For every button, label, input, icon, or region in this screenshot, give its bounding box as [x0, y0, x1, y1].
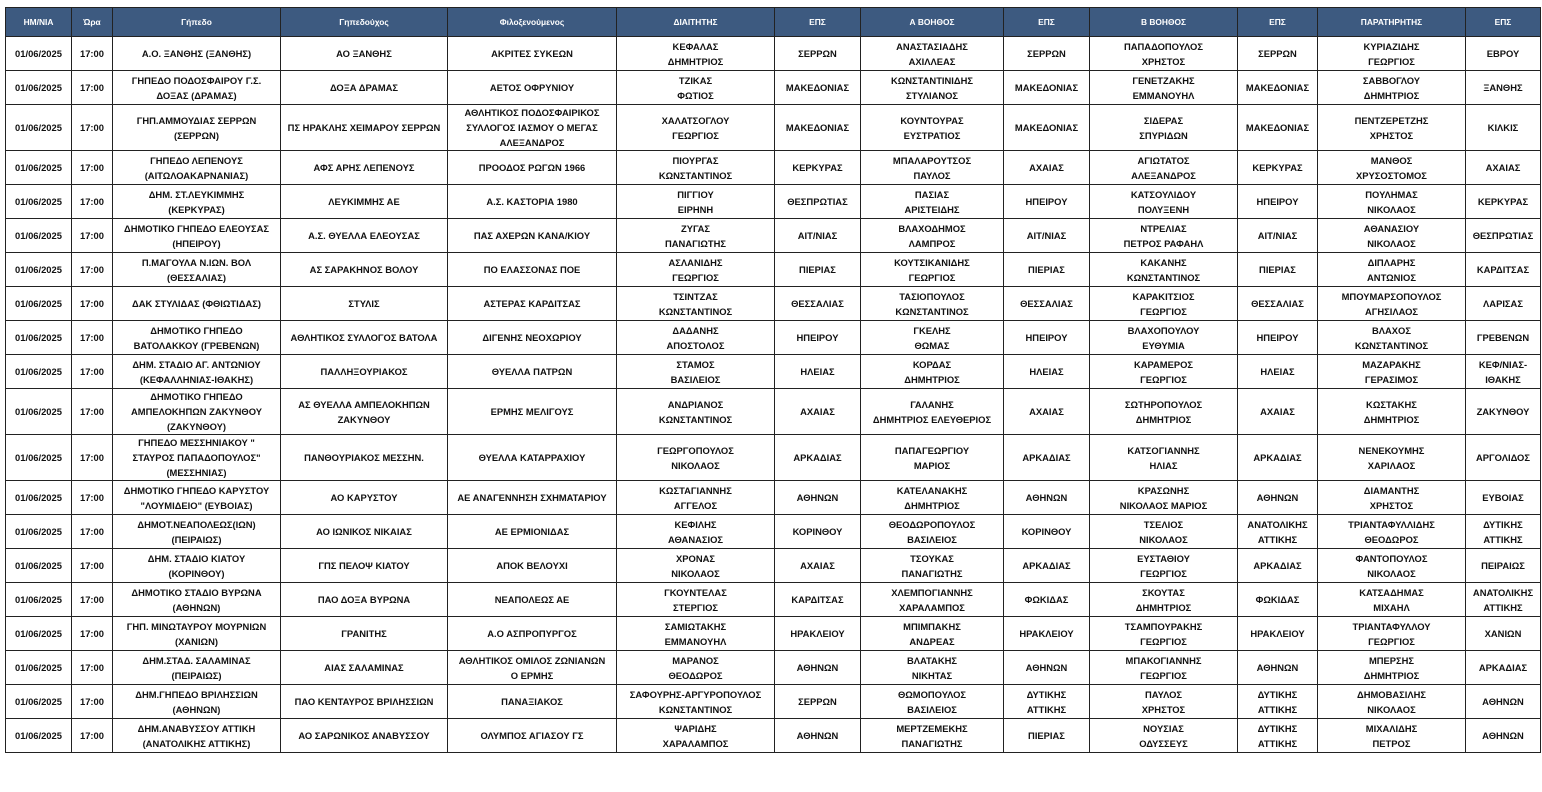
cell-stadium: ΓΗΠ. ΜΙΝΩΤΑΥΡΟΥ ΜΟΥΡΝΙΩΝ (ΧΑΝΙΩΝ)	[113, 617, 281, 651]
cell-referee: ΓΚΟΥΝΤΕΛΑΣ ΣΤΕΡΓΙΟΣ	[617, 583, 775, 617]
cell-assistant-a-union: ΚΟΡΙΝΘΟΥ	[1004, 515, 1090, 549]
cell-date: 01/06/2025	[6, 37, 72, 71]
cell-date: 01/06/2025	[6, 71, 72, 105]
cell-observer-union: ΚΙΛΚΙΣ	[1466, 105, 1541, 151]
cell-away-team: ΑΕΤΟΣ ΟΦΡΥΝΙΟΥ	[448, 71, 617, 105]
cell-away-team: ΑΣΤΕΡΑΣ ΚΑΡΔΙΤΣΑΣ	[448, 287, 617, 321]
cell-time: 17:00	[72, 105, 113, 151]
cell-observer: ΔΗΜΟΒΑΣΙΛΗΣ ΝΙΚΟΛΑΟΣ	[1318, 685, 1466, 719]
cell-referee: ΓΕΩΡΓΟΠΟΥΛΟΣ ΝΙΚΟΛΑΟΣ	[617, 435, 775, 481]
table-row	[6, 389, 1541, 435]
cell-observer-union: ΖΑΚΥΝΘΟΥ	[1466, 389, 1541, 435]
cell-observer: ΚΥΡΙΑΖΙΔΗΣ ΓΕΩΡΓΙΟΣ	[1318, 37, 1466, 71]
cell-home-team: ΑΟ ΚΑΡΥΣΤΟΥ	[281, 481, 448, 515]
cell-assistant-a-union: ΗΠΕΙΡΟΥ	[1004, 185, 1090, 219]
cell-observer: ΑΘΑΝΑΣΙΟΥ ΝΙΚΟΛΑΟΣ	[1318, 219, 1466, 253]
cell-observer: ΠΕΝΤΖΕΡΕΤΖΗΣ ΧΡΗΣΤΟΣ	[1318, 105, 1466, 151]
cell-referee: ΔΑΔΑΝΗΣ ΑΠΟΣΤΟΛΟΣ	[617, 321, 775, 355]
cell-referee-union: ΑΧΑΙΑΣ	[775, 549, 861, 583]
cell-referee-union: ΗΛΕΙΑΣ	[775, 355, 861, 389]
column-header-assistant-a-union: ΕΠΣ	[1004, 8, 1090, 37]
cell-home-team: ΓΠΣ ΠΕΛΟΨ ΚΙΑΤΟΥ	[281, 549, 448, 583]
cell-home-team: ΛΕΥΚΙΜΜΗΣ ΑΕ	[281, 185, 448, 219]
cell-time: 17:00	[72, 481, 113, 515]
cell-assistant-a: ΑΝΑΣΤΑΣΙΑΔΗΣ ΑΧΙΛΛΕΑΣ	[861, 37, 1004, 71]
cell-referee: ΚΕΦΙΛΗΣ ΑΘΑΝΑΣΙΟΣ	[617, 515, 775, 549]
cell-away-team: ΠΡΟΟΔΟΣ ΡΩΓΩΝ 1966	[448, 151, 617, 185]
cell-referee: ΚΕΦΑΛΑΣ ΔΗΜΗΤΡΙΟΣ	[617, 37, 775, 71]
cell-home-team: ΓΡΑΝΙΤΗΣ	[281, 617, 448, 651]
cell-observer: ΔΙΠΛΑΡΗΣ ΑΝΤΩΝΙΟΣ	[1318, 253, 1466, 287]
cell-observer-union: ΠΕΙΡΑΙΩΣ	[1466, 549, 1541, 583]
cell-date: 01/06/2025	[6, 151, 72, 185]
cell-assistant-a-union: ΑΡΚΑΔΙΑΣ	[1004, 435, 1090, 481]
cell-observer-union: ΧΑΝΙΩΝ	[1466, 617, 1541, 651]
cell-assistant-a-union: ΜΑΚΕΔΟΝΙΑΣ	[1004, 105, 1090, 151]
cell-assistant-b: ΚΡΑΣΩΝΗΣ ΝΙΚΟΛΑΟΣ ΜΑΡΙΟΣ	[1090, 481, 1238, 515]
cell-observer-union: ΔΥΤΙΚΗΣ ΑΤΤΙΚΗΣ	[1466, 515, 1541, 549]
cell-date: 01/06/2025	[6, 253, 72, 287]
table-row	[6, 651, 1541, 685]
table-row	[6, 105, 1541, 151]
column-header-assistant-b: Β ΒΟΗΘΟΣ	[1090, 8, 1238, 37]
cell-observer-union: ΑΧΑΙΑΣ	[1466, 151, 1541, 185]
cell-date: 01/06/2025	[6, 389, 72, 435]
cell-home-team: Α.Σ. ΘΥΕΛΛΑ ΕΛΕΟΥΣΑΣ	[281, 219, 448, 253]
cell-time: 17:00	[72, 515, 113, 549]
cell-assistant-b: ΕΥΣΤΑΘΙΟΥ ΓΕΩΡΓΙΟΣ	[1090, 549, 1238, 583]
cell-assistant-b: ΤΣΑΜΠΟΥΡΑΚΗΣ ΓΕΩΡΓΙΟΣ	[1090, 617, 1238, 651]
cell-stadium: ΓΗΠΕΔΟ ΜΕΣΣΗΝΙΑΚΟΥ " ΣΤΑΥΡΟΣ ΠΑΠΑΔΟΠΟΥΛΟΣ" (ΜΕΣΣΗΝΙΑΣ)	[113, 435, 281, 481]
cell-away-team: ΠΟ ΕΛΑΣΣΟΝΑΣ ΠΟΕ	[448, 253, 617, 287]
table-row	[6, 185, 1541, 219]
cell-away-team: ΑΘΛΗΤΙΚΟΣ ΠΟΔΟΣΦΑΙΡΙΚΟΣ ΣΥΛΛΟΓΟΣ ΙΑΣΜΟΥ Ο ΜΕΓΑΣ ΑΛΕΞΑΝΔΡΟΣ	[448, 105, 617, 151]
cell-assistant-a-union: ΜΑΚΕΔΟΝΙΑΣ	[1004, 71, 1090, 105]
cell-away-team: Α.Ο ΑΣΠΡΟΠΥΡΓΟΣ	[448, 617, 617, 651]
cell-observer: ΜΑΝΘΟΣ ΧΡΥΣΟΣΤΟΜΟΣ	[1318, 151, 1466, 185]
cell-assistant-a: ΚΟΥΤΣΙΚΑΝΙΔΗΣ ΓΕΩΡΓΙΟΣ	[861, 253, 1004, 287]
cell-assistant-a: ΚΑΤΕΛΑΝΑΚΗΣ ΔΗΜΗΤΡΙΟΣ	[861, 481, 1004, 515]
cell-referee: ΚΩΣΤΑΓΙΑΝΝΗΣ ΑΓΓΕΛΟΣ	[617, 481, 775, 515]
cell-home-team: ΠΑΟ ΔΟΞΑ ΒΥΡΩΝΑ	[281, 583, 448, 617]
cell-time: 17:00	[72, 583, 113, 617]
cell-away-team: ΑΕ ΕΡΜΙΟΝΙΔΑΣ	[448, 515, 617, 549]
cell-stadium: ΓΗΠ.ΑΜΜΟΥΔΙΑΣ ΣΕΡΡΩΝ (ΣΕΡΡΩΝ)	[113, 105, 281, 151]
cell-away-team: ΑΕ ΑΝΑΓΕΝΝΗΣΗ ΣΧΗΜΑΤΑΡΙΟΥ	[448, 481, 617, 515]
cell-date: 01/06/2025	[6, 355, 72, 389]
cell-observer-union: ΚΑΡΔΙΤΣΑΣ	[1466, 253, 1541, 287]
column-header-time: Ώρα	[72, 8, 113, 37]
cell-observer: ΜΠΟΥΜΑΡΣΟΠΟΥΛΟΣ ΑΓΗΣΙΛΑΟΣ	[1318, 287, 1466, 321]
cell-date: 01/06/2025	[6, 105, 72, 151]
cell-assistant-b: ΓΕΝΕΤΖΑΚΗΣ ΕΜΜΑΝΟΥΗΛ	[1090, 71, 1238, 105]
table-row	[6, 685, 1541, 719]
cell-referee-union: ΑΙΤ/ΝΙΑΣ	[775, 219, 861, 253]
cell-assistant-a-union: ΦΩΚΙΔΑΣ	[1004, 583, 1090, 617]
cell-assistant-b: ΑΓΙΩΤΑΤΟΣ ΑΛΕΞΑΝΔΡΟΣ	[1090, 151, 1238, 185]
cell-time: 17:00	[72, 71, 113, 105]
cell-assistant-a: ΚΩΝΣΤΑΝΤΙΝΙΔΗΣ ΣΤΥΛΙΑΝΟΣ	[861, 71, 1004, 105]
cell-observer-union: ΕΥΒΟΙΑΣ	[1466, 481, 1541, 515]
cell-stadium: ΔΗΜΟΤΙΚΟ ΣΤΑΔΙΟ ΒΥΡΩΝΑ (ΑΘΗΝΩΝ)	[113, 583, 281, 617]
cell-date: 01/06/2025	[6, 617, 72, 651]
cell-referee: ΜΑΡΑΝΟΣ ΘΕΟΔΩΡΟΣ	[617, 651, 775, 685]
cell-stadium: ΔΗΜ. ΣΤΑΔΙΟ ΑΓ. ΑΝΤΩΝΙΟΥ (ΚΕΦΑΛΛΗΝΙΑΣ-ΙΘΑΚΗΣ)	[113, 355, 281, 389]
cell-date: 01/06/2025	[6, 321, 72, 355]
column-header-away-team: Φιλοξενούμενος	[448, 8, 617, 37]
cell-referee-union: ΠΙΕΡΙΑΣ	[775, 253, 861, 287]
cell-time: 17:00	[72, 321, 113, 355]
cell-assistant-b-union: ΔΥΤΙΚΗΣ ΑΤΤΙΚΗΣ	[1238, 719, 1318, 753]
cell-observer: ΜΠΕΡΣΗΣ ΔΗΜΗΤΡΙΟΣ	[1318, 651, 1466, 685]
cell-observer: ΝΕΝΕΚΟΥΜΗΣ ΧΑΡΙΛΑΟΣ	[1318, 435, 1466, 481]
cell-date: 01/06/2025	[6, 435, 72, 481]
cell-assistant-b-union: ΗΠΕΙΡΟΥ	[1238, 321, 1318, 355]
cell-assistant-b: ΚΑΡΑΚΙΤΣΙΟΣ ΓΕΩΡΓΙΟΣ	[1090, 287, 1238, 321]
column-header-home-team: Γηπεδούχος	[281, 8, 448, 37]
cell-referee: ΖΥΓΑΣ ΠΑΝΑΓΙΩΤΗΣ	[617, 219, 775, 253]
cell-assistant-b: ΣΙΔΕΡΑΣ ΣΠΥΡΙΔΩΝ	[1090, 105, 1238, 151]
cell-away-team: ΝΕΑΠΟΛΕΩΣ ΑΕ	[448, 583, 617, 617]
cell-stadium: ΔΗΜΟΤΙΚΟ ΓΗΠΕΔΟ ΑΜΠΕΛΟΚΗΠΩΝ ΖΑΚΥΝΘΟΥ (ΖΑΚΥΝΘΟΥ)	[113, 389, 281, 435]
cell-referee: ΣΤΑΜΟΣ ΒΑΣΙΛΕΙΟΣ	[617, 355, 775, 389]
cell-referee-union: ΗΡΑΚΛΕΙΟΥ	[775, 617, 861, 651]
cell-assistant-a: ΠΑΣΙΑΣ ΑΡΙΣΤΕΙΔΗΣ	[861, 185, 1004, 219]
cell-away-team: ΘΥΕΛΛΑ ΠΑΤΡΩΝ	[448, 355, 617, 389]
cell-assistant-b-union: ΔΥΤΙΚΗΣ ΑΤΤΙΚΗΣ	[1238, 685, 1318, 719]
cell-time: 17:00	[72, 253, 113, 287]
cell-assistant-a: ΤΣΟΥΚΑΣ ΠΑΝΑΓΙΩΤΗΣ	[861, 549, 1004, 583]
cell-observer: ΠΟΥΛΗΜΑΣ ΝΙΚΟΛΑΟΣ	[1318, 185, 1466, 219]
cell-assistant-b: ΚΑΤΣΟΥΛΙΔΟΥ ΠΟΛΥΞΕΝΗ	[1090, 185, 1238, 219]
cell-home-team: ΑΙΑΣ ΣΑΛΑΜΙΝΑΣ	[281, 651, 448, 685]
table-row	[6, 515, 1541, 549]
cell-assistant-b-union: ΘΕΣΣΑΛΙΑΣ	[1238, 287, 1318, 321]
cell-assistant-a: ΤΑΣΙΟΠΟΥΛΟΣ ΚΩΝΣΤΑΝΤΙΝΟΣ	[861, 287, 1004, 321]
cell-home-team: ΑΦΣ ΑΡΗΣ ΛΕΠΕΝΟΥΣ	[281, 151, 448, 185]
cell-assistant-a-union: ΑΡΚΑΔΙΑΣ	[1004, 549, 1090, 583]
cell-date: 01/06/2025	[6, 685, 72, 719]
cell-observer-union: ΑΡΚΑΔΙΑΣ	[1466, 651, 1541, 685]
cell-stadium: ΔΗΜ.ΑΝΑΒΥΣΣΟΥ ΑΤΤΙΚΗ (ΑΝΑΤΟΛΙΚΗΣ ΑΤΤΙΚΗΣ)	[113, 719, 281, 753]
cell-away-team: ΠΑΝΑΞΙΑΚΟΣ	[448, 685, 617, 719]
cell-date: 01/06/2025	[6, 185, 72, 219]
cell-time: 17:00	[72, 719, 113, 753]
cell-assistant-a: ΚΟΥΝΤΟΥΡΑΣ ΕΥΣΤΡΑΤΙΟΣ	[861, 105, 1004, 151]
cell-home-team: ΑΘΛΗΤΙΚΟΣ ΣΥΛΛΟΓΟΣ ΒΑΤΟΛΑ	[281, 321, 448, 355]
column-header-referee: ΔΙΑΙΤΗΤΗΣ	[617, 8, 775, 37]
cell-referee: ΣΑΜΙΩΤΑΚΗΣ ΕΜΜΑΝΟΥΗΛ	[617, 617, 775, 651]
column-header-observer-union: ΕΠΣ	[1466, 8, 1541, 37]
cell-assistant-a: ΒΛΑΧΟΔΗΜΟΣ ΛΑΜΠΡΟΣ	[861, 219, 1004, 253]
cell-referee-union: ΑΧΑΙΑΣ	[775, 389, 861, 435]
cell-referee: ΠΙΟΥΡΓΑΣ ΚΩΝΣΤΑΝΤΙΝΟΣ	[617, 151, 775, 185]
cell-assistant-b-union: ΗΠΕΙΡΟΥ	[1238, 185, 1318, 219]
cell-home-team: ΠΑΛΛΗΞΟΥΡΙΑΚΟΣ	[281, 355, 448, 389]
table-row	[6, 549, 1541, 583]
column-header-stadium: Γήπεδο	[113, 8, 281, 37]
table-row	[6, 253, 1541, 287]
table-row	[6, 287, 1541, 321]
cell-observer-union: ΘΕΣΠΡΩΤΙΑΣ	[1466, 219, 1541, 253]
cell-stadium: ΔΗΜ.ΓΗΠΕΔΟ ΒΡΙΛΗΣΣΙΩΝ (ΑΘΗΝΩΝ)	[113, 685, 281, 719]
cell-away-team: ΑΚΡΙΤΕΣ ΣΥΚΕΩΝ	[448, 37, 617, 71]
cell-referee-union: ΘΕΣΣΑΛΙΑΣ	[775, 287, 861, 321]
cell-observer: ΤΡΙΑΝΤΑΦΥΛΛΙΔΗΣ ΘΕΟΔΩΡΟΣ	[1318, 515, 1466, 549]
table-row	[6, 71, 1541, 105]
cell-stadium: ΔΗΜ.ΣΤΑΔ. ΣΑΛΑΜΙΝΑΣ (ΠΕΙΡΑΙΩΣ)	[113, 651, 281, 685]
cell-stadium: ΔΗΜ. ΣΤΑΔΙΟ ΚΙΑΤΟΥ (ΚΟΡΙΝΘΟΥ)	[113, 549, 281, 583]
cell-away-team: ΑΘΛΗΤΙΚΟΣ ΟΜΙΛΟΣ ΖΩΝΙΑΝΩΝ Ο ΕΡΜΗΣ	[448, 651, 617, 685]
cell-stadium: ΔΗΜΟΤΙΚΟ ΓΗΠΕΔΟ ΕΛΕΟΥΣΑΣ (ΗΠΕΙΡΟΥ)	[113, 219, 281, 253]
cell-assistant-b: ΠΑΠΑΔΟΠΟΥΛΟΣ ΧΡΗΣΤΟΣ	[1090, 37, 1238, 71]
column-header-assistant-a: Α ΒΟΗΘΟΣ	[861, 8, 1004, 37]
cell-home-team: ΠΣ ΗΡΑΚΛΗΣ ΧΕΙΜΑΡΟΥ ΣΕΡΡΩΝ	[281, 105, 448, 151]
cell-observer: ΜΑΖΑΡΑΚΗΣ ΓΕΡΑΣΙΜΟΣ	[1318, 355, 1466, 389]
cell-assistant-b-union: ΦΩΚΙΔΑΣ	[1238, 583, 1318, 617]
cell-observer: ΒΛΑΧΟΣ ΚΩΝΣΤΑΝΤΙΝΟΣ	[1318, 321, 1466, 355]
table-body	[6, 37, 1541, 753]
cell-referee-union: ΚΕΡΚΥΡΑΣ	[775, 151, 861, 185]
table-row	[6, 321, 1541, 355]
cell-stadium: ΔΗΜΟΤΙΚΟ ΓΗΠΕΔΟ ΒΑΤΟΛΑΚΚΟΥ (ΓΡΕΒΕΝΩΝ)	[113, 321, 281, 355]
table-row	[6, 37, 1541, 71]
cell-assistant-b: ΣΩΤΗΡΟΠΟΥΛΟΣ ΔΗΜΗΤΡΙΟΣ	[1090, 389, 1238, 435]
cell-assistant-a-union: ΔΥΤΙΚΗΣ ΑΤΤΙΚΗΣ	[1004, 685, 1090, 719]
cell-away-team: ΟΛΥΜΠΟΣ ΑΓΙΑΣΟΥ ΓΣ	[448, 719, 617, 753]
cell-assistant-a-union: ΣΕΡΡΩΝ	[1004, 37, 1090, 71]
cell-home-team: ΣΤΥΛΙΣ	[281, 287, 448, 321]
cell-referee-union: ΚΑΡΔΙΤΣΑΣ	[775, 583, 861, 617]
cell-referee: ΤΣΙΝΤΖΑΣ ΚΩΝΣΤΑΝΤΙΝΟΣ	[617, 287, 775, 321]
cell-assistant-b: ΒΛΑΧΟΠΟΥΛΟΥ ΕΥΘΥΜΙΑ	[1090, 321, 1238, 355]
cell-referee: ΨΑΡΙΔΗΣ ΧΑΡΑΛΑΜΠΟΣ	[617, 719, 775, 753]
cell-assistant-b: ΚΑΤΣΟΓΙΑΝΝΗΣ ΗΛΙΑΣ	[1090, 435, 1238, 481]
cell-observer-union: ΚΕΡΚΥΡΑΣ	[1466, 185, 1541, 219]
cell-referee: ΣΑΦΟΥΡΗΣ-ΑΡΓΥΡΟΠΟΥΛΟΣ ΚΩΝΣΤΑΝΤΙΝΟΣ	[617, 685, 775, 719]
cell-home-team: ΑΣ ΣΑΡΑΚΗΝΟΣ ΒΟΛΟΥ	[281, 253, 448, 287]
cell-away-team: ΕΡΜΗΣ ΜΕΛΙΓΟΥΣ	[448, 389, 617, 435]
table-row	[6, 617, 1541, 651]
cell-referee: ΠΙΓΓΙΟΥ ΕΙΡΗΝΗ	[617, 185, 775, 219]
cell-observer: ΚΑΤΣΑΔΗΜΑΣ ΜΙΧΑΗΛ	[1318, 583, 1466, 617]
cell-observer-union: ΚΕΦ/ΝΙΑΣ- ΙΘΑΚΗΣ	[1466, 355, 1541, 389]
cell-assistant-b-union: ΑΝΑΤΟΛΙΚΗΣ ΑΤΤΙΚΗΣ	[1238, 515, 1318, 549]
cell-home-team: ΑΟ ΞΑΝΘΗΣ	[281, 37, 448, 71]
cell-assistant-b-union: ΚΕΡΚΥΡΑΣ	[1238, 151, 1318, 185]
cell-date: 01/06/2025	[6, 549, 72, 583]
cell-away-team: Α.Σ. ΚΑΣΤΟΡΙΑ 1980	[448, 185, 617, 219]
cell-home-team: ΔΟΞΑ ΔΡΑΜΑΣ	[281, 71, 448, 105]
cell-away-team: ΘΥΕΛΛΑ ΚΑΤΑΡΡΑΧΙΟΥ	[448, 435, 617, 481]
cell-observer-union: ΑΘΗΝΩΝ	[1466, 719, 1541, 753]
cell-assistant-b-union: ΑΡΚΑΔΙΑΣ	[1238, 549, 1318, 583]
cell-time: 17:00	[72, 651, 113, 685]
cell-assistant-a: ΜΠΙΜΠΑΚΗΣ ΑΝΔΡΕΑΣ	[861, 617, 1004, 651]
table-row	[6, 435, 1541, 481]
cell-observer-union: ΑΡΓΟΛΙΔΟΣ	[1466, 435, 1541, 481]
cell-assistant-a-union: ΑΘΗΝΩΝ	[1004, 651, 1090, 685]
cell-observer-union: ΓΡΕΒΕΝΩΝ	[1466, 321, 1541, 355]
cell-observer: ΤΡΙΑΝΤΑΦΥΛΛΟΥ ΓΕΩΡΓΙΟΣ	[1318, 617, 1466, 651]
cell-away-team: ΑΠΟΚ ΒΕΛΟΥΧΙ	[448, 549, 617, 583]
cell-away-team: ΔΙΓΕΝΗΣ ΝΕΟΧΩΡΙΟΥ	[448, 321, 617, 355]
cell-home-team: ΑΟ ΙΩΝΙΚΟΣ ΝΙΚΑΙΑΣ	[281, 515, 448, 549]
cell-time: 17:00	[72, 287, 113, 321]
cell-assistant-a-union: ΑΧΑΙΑΣ	[1004, 389, 1090, 435]
cell-assistant-a: ΠΑΠΑΓΕΩΡΓΙΟΥ ΜΑΡΙΟΣ	[861, 435, 1004, 481]
cell-referee-union: ΚΟΡΙΝΘΟΥ	[775, 515, 861, 549]
cell-assistant-b: ΣΚΟΥΤΑΣ ΔΗΜΗΤΡΙΟΣ	[1090, 583, 1238, 617]
cell-assistant-b: ΝΤΡΕΛΙΑΣ ΠΕΤΡΟΣ ΡΑΦΑΗΛ	[1090, 219, 1238, 253]
cell-referee-union: ΜΑΚΕΔΟΝΙΑΣ	[775, 105, 861, 151]
cell-assistant-b: ΝΟΥΣΙΑΣ ΟΔΥΣΣΕΥΣ	[1090, 719, 1238, 753]
table-header	[6, 8, 1541, 37]
column-header-assistant-b-union: ΕΠΣ	[1238, 8, 1318, 37]
cell-referee-union: ΜΑΚΕΔΟΝΙΑΣ	[775, 71, 861, 105]
cell-assistant-a-union: ΑΧΑΙΑΣ	[1004, 151, 1090, 185]
cell-referee-union: ΗΠΕΙΡΟΥ	[775, 321, 861, 355]
cell-referee: ΧΑΛΑΤΣΟΓΛΟΥ ΓΕΩΡΓΙΟΣ	[617, 105, 775, 151]
cell-assistant-b-union: ΗΛΕΙΑΣ	[1238, 355, 1318, 389]
cell-referee-union: ΑΘΗΝΩΝ	[775, 719, 861, 753]
cell-time: 17:00	[72, 185, 113, 219]
cell-stadium: Α.Ο. ΞΑΝΘΗΣ (ΞΑΝΘΗΣ)	[113, 37, 281, 71]
cell-assistant-a: ΓΑΛΑΝΗΣ ΔΗΜΗΤΡΙΟΣ ΕΛΕΥΘΕΡΙΟΣ	[861, 389, 1004, 435]
cell-referee: ΧΡΟΝΑΣ ΝΙΚΟΛΑΟΣ	[617, 549, 775, 583]
table-row	[6, 151, 1541, 185]
cell-stadium: Π.ΜΑΓΟΥΛΑ Ν.ΙΩΝ. ΒΟΛ (ΘΕΣΣΑΛΙΑΣ)	[113, 253, 281, 287]
cell-stadium: ΔΗΜΟΤ.ΝΕΑΠΟΛΕΩΣ(ΙΩΝ) (ΠΕΙΡΑΙΩΣ)	[113, 515, 281, 549]
cell-assistant-b-union: ΑΧΑΙΑΣ	[1238, 389, 1318, 435]
cell-assistant-a: ΜΠΑΛΑΡΟΥΤΣΟΣ ΠΑΥΛΟΣ	[861, 151, 1004, 185]
cell-away-team: ΠΑΣ ΑΧΕΡΩΝ ΚΑΝΑ/ΚΙΟΥ	[448, 219, 617, 253]
cell-date: 01/06/2025	[6, 287, 72, 321]
cell-time: 17:00	[72, 219, 113, 253]
cell-assistant-b: ΚΑΡΑΜΕΡΟΣ ΓΕΩΡΓΙΟΣ	[1090, 355, 1238, 389]
cell-assistant-a-union: ΑΙΤ/ΝΙΑΣ	[1004, 219, 1090, 253]
cell-assistant-a-union: ΑΘΗΝΩΝ	[1004, 481, 1090, 515]
column-header-date: ΗΜ/ΝΙΑ	[6, 8, 72, 37]
cell-assistant-a-union: ΗΡΑΚΛΕΙΟΥ	[1004, 617, 1090, 651]
cell-assistant-a: ΘΩΜΟΠΟΥΛΟΣ ΒΑΣΙΛΕΙΟΣ	[861, 685, 1004, 719]
cell-time: 17:00	[72, 151, 113, 185]
cell-assistant-b: ΠΑΥΛΟΣ ΧΡΗΣΤΟΣ	[1090, 685, 1238, 719]
cell-assistant-a: ΚΟΡΔΑΣ ΔΗΜΗΤΡΙΟΣ	[861, 355, 1004, 389]
cell-date: 01/06/2025	[6, 219, 72, 253]
cell-time: 17:00	[72, 685, 113, 719]
cell-assistant-b-union: ΑΘΗΝΩΝ	[1238, 651, 1318, 685]
cell-stadium: ΔΗΜ. ΣΤ.ΛΕΥΚΙΜΜΗΣ (ΚΕΡΚΥΡΑΣ)	[113, 185, 281, 219]
cell-observer-union: ΛΑΡΙΣΑΣ	[1466, 287, 1541, 321]
cell-observer: ΚΩΣΤΑΚΗΣ ΔΗΜΗΤΡΙΟΣ	[1318, 389, 1466, 435]
cell-referee-union: ΘΕΣΠΡΩΤΙΑΣ	[775, 185, 861, 219]
cell-stadium: ΓΗΠΕΔΟ ΠΟΔΟΣΦΑΙΡΟΥ Γ.Σ. ΔΟΞΑΣ (ΔΡΑΜΑΣ)	[113, 71, 281, 105]
referee-assignments-table	[5, 7, 1541, 753]
header-row	[6, 8, 1541, 37]
cell-date: 01/06/2025	[6, 481, 72, 515]
cell-assistant-b-union: ΑΙΤ/ΝΙΑΣ	[1238, 219, 1318, 253]
cell-referee-union: ΑΡΚΑΔΙΑΣ	[775, 435, 861, 481]
cell-assistant-b-union: ΗΡΑΚΛΕΙΟΥ	[1238, 617, 1318, 651]
cell-observer: ΣΑΒΒΟΓΛΟΥ ΔΗΜΗΤΡΙΟΣ	[1318, 71, 1466, 105]
cell-assistant-a-union: ΠΙΕΡΙΑΣ	[1004, 253, 1090, 287]
cell-assistant-a-union: ΠΙΕΡΙΑΣ	[1004, 719, 1090, 753]
cell-assistant-a-union: ΗΛΕΙΑΣ	[1004, 355, 1090, 389]
cell-stadium: ΔΑΚ ΣΤΥΛΙΔΑΣ (ΦΘΙΩΤΙΔΑΣ)	[113, 287, 281, 321]
cell-observer-union: ΕΒΡΟΥ	[1466, 37, 1541, 71]
cell-observer-union: ΑΝΑΤΟΛΙΚΗΣ ΑΤΤΙΚΗΣ	[1466, 583, 1541, 617]
cell-assistant-a: ΒΛΑΤΑΚΗΣ ΝΙΚΗΤΑΣ	[861, 651, 1004, 685]
table-row	[6, 719, 1541, 753]
cell-date: 01/06/2025	[6, 719, 72, 753]
cell-time: 17:00	[72, 435, 113, 481]
cell-referee-union: ΣΕΡΡΩΝ	[775, 685, 861, 719]
column-header-observer: ΠΑΡΑΤΗΡΗΤΗΣ	[1318, 8, 1466, 37]
cell-assistant-b-union: ΣΕΡΡΩΝ	[1238, 37, 1318, 71]
cell-observer: ΔΙΑΜΑΝΤΗΣ ΧΡΗΣΤΟΣ	[1318, 481, 1466, 515]
cell-assistant-a-union: ΘΕΣΣΑΛΙΑΣ	[1004, 287, 1090, 321]
cell-assistant-a-union: ΗΠΕΙΡΟΥ	[1004, 321, 1090, 355]
cell-observer-union: ΑΘΗΝΩΝ	[1466, 685, 1541, 719]
cell-time: 17:00	[72, 355, 113, 389]
cell-time: 17:00	[72, 549, 113, 583]
cell-stadium: ΓΗΠΕΔΟ ΛΕΠΕΝΟΥΣ (ΑΙΤΩΛΟΑΚΑΡΝΑΝΙΑΣ)	[113, 151, 281, 185]
cell-assistant-b: ΜΠΑΚΟΓΙΑΝΝΗΣ ΓΕΩΡΓΙΟΣ	[1090, 651, 1238, 685]
cell-stadium: ΔΗΜΟΤΙΚΟ ΓΗΠΕΔΟ ΚΑΡΥΣΤΟΥ "ΛΟΥΜΙΔΕΙΟ" (ΕΥΒΟΙΑΣ)	[113, 481, 281, 515]
cell-assistant-a: ΓΚΕΛΗΣ ΘΩΜΑΣ	[861, 321, 1004, 355]
cell-assistant-b-union: ΑΡΚΑΔΙΑΣ	[1238, 435, 1318, 481]
cell-assistant-b-union: ΑΘΗΝΩΝ	[1238, 481, 1318, 515]
cell-referee: ΑΝΔΡΙΑΝΟΣ ΚΩΝΣΤΑΝΤΙΝΟΣ	[617, 389, 775, 435]
cell-assistant-a: ΧΛΕΜΠΟΓΙΑΝΝΗΣ ΧΑΡΑΛΑΜΠΟΣ	[861, 583, 1004, 617]
cell-date: 01/06/2025	[6, 651, 72, 685]
cell-assistant-b-union: ΠΙΕΡΙΑΣ	[1238, 253, 1318, 287]
cell-date: 01/06/2025	[6, 583, 72, 617]
table-row	[6, 583, 1541, 617]
cell-assistant-b-union: ΜΑΚΕΔΟΝΙΑΣ	[1238, 71, 1318, 105]
cell-referee-union: ΑΘΗΝΩΝ	[775, 651, 861, 685]
cell-observer: ΜΙΧΑΛΙΔΗΣ ΠΕΤΡΟΣ	[1318, 719, 1466, 753]
cell-observer: ΦΑΝΤΟΠΟΥΛΟΣ ΝΙΚΟΛΑΟΣ	[1318, 549, 1466, 583]
cell-home-team: ΑΣ ΘΥΕΛΛΑ ΑΜΠΕΛΟΚΗΠΩΝ ΖΑΚΥΝΘΟΥ	[281, 389, 448, 435]
cell-observer-union: ΞΑΝΘΗΣ	[1466, 71, 1541, 105]
cell-assistant-b: ΤΣΕΛΙΟΣ ΝΙΚΟΛΑΟΣ	[1090, 515, 1238, 549]
cell-home-team: ΠΑΟ ΚΕΝΤΑΥΡΟΣ ΒΡΙΛΗΣΣΙΩΝ	[281, 685, 448, 719]
cell-home-team: ΠΑΝΘΟΥΡΙΑΚΟΣ ΜΕΣΣΗΝ.	[281, 435, 448, 481]
cell-time: 17:00	[72, 617, 113, 651]
cell-assistant-b: ΚΑΚΑΝΗΣ ΚΩΝΣΤΑΝΤΙΝΟΣ	[1090, 253, 1238, 287]
cell-referee: ΤΖΙΚΑΣ ΦΩΤΙΟΣ	[617, 71, 775, 105]
cell-referee: ΑΣΛΑΝΙΔΗΣ ΓΕΩΡΓΙΟΣ	[617, 253, 775, 287]
cell-home-team: ΑΟ ΣΑΡΩΝΙΚΟΣ ΑΝΑΒΥΣΣΟΥ	[281, 719, 448, 753]
table-row	[6, 355, 1541, 389]
table-row	[6, 219, 1541, 253]
cell-time: 17:00	[72, 37, 113, 71]
cell-assistant-a: ΘΕΟΔΩΡΟΠΟΥΛΟΣ ΒΑΣΙΛΕΙΟΣ	[861, 515, 1004, 549]
column-header-referee-union: ΕΠΣ	[775, 8, 861, 37]
cell-date: 01/06/2025	[6, 515, 72, 549]
cell-referee-union: ΣΕΡΡΩΝ	[775, 37, 861, 71]
cell-time: 17:00	[72, 389, 113, 435]
table-row	[6, 481, 1541, 515]
cell-assistant-a: ΜΕΡΤΖΕΜΕΚΗΣ ΠΑΝΑΓΙΩΤΗΣ	[861, 719, 1004, 753]
cell-referee-union: ΑΘΗΝΩΝ	[775, 481, 861, 515]
cell-assistant-b-union: ΜΑΚΕΔΟΝΙΑΣ	[1238, 105, 1318, 151]
